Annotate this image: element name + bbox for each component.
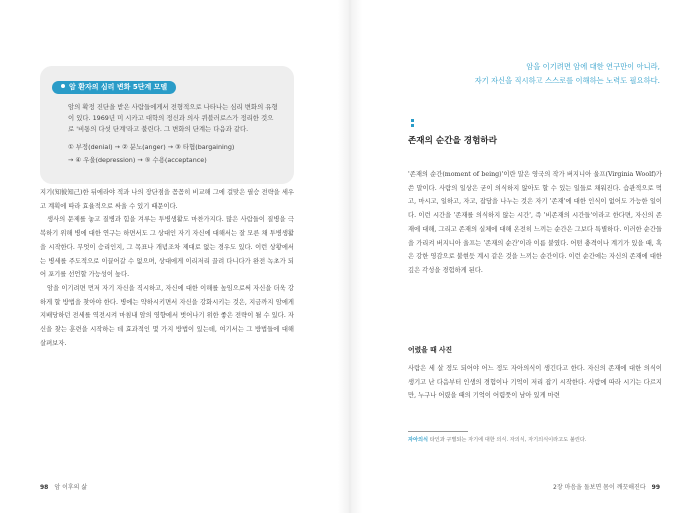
left-paragraph-3: 암을 이기려면 먼저 자기 자신을 직시하고, 자신에 대한 이해를 높임으로써 자신을 더욱 강하게 할 방법을 찾아야 한다. 병에는 약하시키면서 자신을 강화시키는 것은, 지금까지 암에게 지배당하던 전세를 역전시켜 마침내 암의 영향에서 벗어나기 위한 좋은 전략이 될 수 있다. 자신을 찾는 훈련을 시작하는 데 효과적인 몇 가지 방법이 있는데, 여기서는 그 방법들에 대해 살펴보자. (40, 284, 294, 347)
right-footer (553, 482, 660, 491)
section-title: 존재의 순간을 경험하라 (408, 136, 497, 146)
info-sidebox (40, 66, 294, 184)
sidebox-steps (52, 141, 282, 167)
right-paragraph-1: '존재의 순간(moment of being)'이란 말은 영국의 작가 버지니아 울프(Virginia Woolf)가 쓴 말이다. 사람의 일상은 굳이 의식하지 않아도 할 수 있는 일들로 채워진다. 습관적으로 먹고, 마시고, 일하고, 자고, 잡담을 나누는 것은 자기 '존재'에 대한 인식이 없어도 가능한 일이다. 이런 시간을 '존재를 의식하지 않는 시간', 즉 '비존재의 시간들'이라고 한다면, 자신의 존재에 대해, 그리고 존재의 실체에 대해 온전히 느끼는 순간은 그보다 특별하다. 이러한 순간들을 가리켜 버지니아 울프는 '존재의 순간'이라 이름 붙였다. 어떤 충격이나 계기가 있을 때, 혹은 강한 영감으로 불현듯 계시 같은 것을 느끼는 순간이다. 이런 순간에는 자신의 존재에 대한 깊은 각성을 경험하게 된다. (408, 171, 662, 274)
sidebox-title-text: 암 환자의 심리 변화 5단계 모델 (69, 83, 168, 91)
left-paragraph-1: 지기(知彼知己)한 뒤에라야 적과 나의 장단점을 꼼꼼히 비교해 그에 걸맞은 필승 전략을 세우고 계획에 따라 효율적으로 싸울 수 있기 때문이다. (40, 189, 294, 210)
left-page-number: 98 (40, 484, 49, 491)
steps-line-1: ① 부정(denial) → ② 분노(anger) → ③ 타협(bargaining) (68, 143, 235, 151)
footnote (408, 436, 587, 443)
pull-quote-line-1: 암을 이기려면 암에 대한 연구만이 아니라, (526, 62, 660, 71)
bullet-dot-icon (61, 84, 65, 88)
pull-quote (400, 60, 660, 88)
right-paragraph-2: 사람은 세 살 정도 되어야 어느 정도 자아의식이 생긴다고 한다. 자신의 존재에 대한 의식이 생기고 난 다음부터 인생의 경험이나 기억이 저리 잡기 시작한다. 사람에 따라 시기는 다르지만, 누구나 어렸을 때의 기억이 어렴풋이 남아 있게 마련 (408, 365, 662, 400)
steps-line-2: → ④ 우울(depression) → ⑤ 수용(acceptance) (68, 156, 207, 164)
right-body-text-2 (408, 362, 662, 403)
sidebox-body: 암의 확정 진단을 받은 사람들에게서 전형적으로 나타나는 심리 변화의 유형이 있다. 1969년 미 시카고 대학의 정신과 의사 퀴블러로스가 정리한 것으로 '비통의 다섯 단계'라고 불린다. 그 변화의 단계는 다음과 같다. (68, 103, 278, 133)
left-paragraph-2: 생사의 문제를 놓고 질병과 힘을 겨루는 투병생활도 마찬가지다. 많은 사람들이 질병을 극복하기 위해 병에 대한 연구는 하면서도 그 상대인 자기 자신에 대해서는 잘 모른 채 투병생활을 시작한다. 무엇이 승리인지, 그 목표나 개념조차 제대로 없는 경우도 있다. 이런 상황에서는 병세를 주도적으로 이끌어갈 수 없으며, 상대에게 이리저리 끌려 다니다가 완전 녹초가 되어 포기를 선언할 가능성이 높다. (40, 216, 294, 279)
sidebox-title (52, 81, 176, 94)
right-page-number: 99 (651, 484, 660, 491)
subheading: 어렸을 때 사진 (408, 346, 453, 354)
footnote-rule (408, 431, 468, 432)
footnote-term: 자아의식 (408, 437, 429, 443)
footnote-text: 타인과 구별되는 자기에 대한 의식. 자의식, 자기의식이라고도 불린다. (428, 437, 587, 443)
right-body-text (408, 168, 662, 278)
left-running-title: 암 이후의 삶 (54, 484, 88, 491)
pull-quote-line-2: 자기 자신을 직시하고 스스로를 이해하는 노력도 필요하다. (474, 76, 660, 85)
left-body-text (40, 186, 294, 350)
section-marker-icon (411, 119, 414, 130)
left-footer (40, 482, 87, 491)
page-gutter (338, 0, 362, 513)
right-chapter-title: 2장 마음을 돌보면 몸이 깨끗해진다 (553, 484, 646, 491)
